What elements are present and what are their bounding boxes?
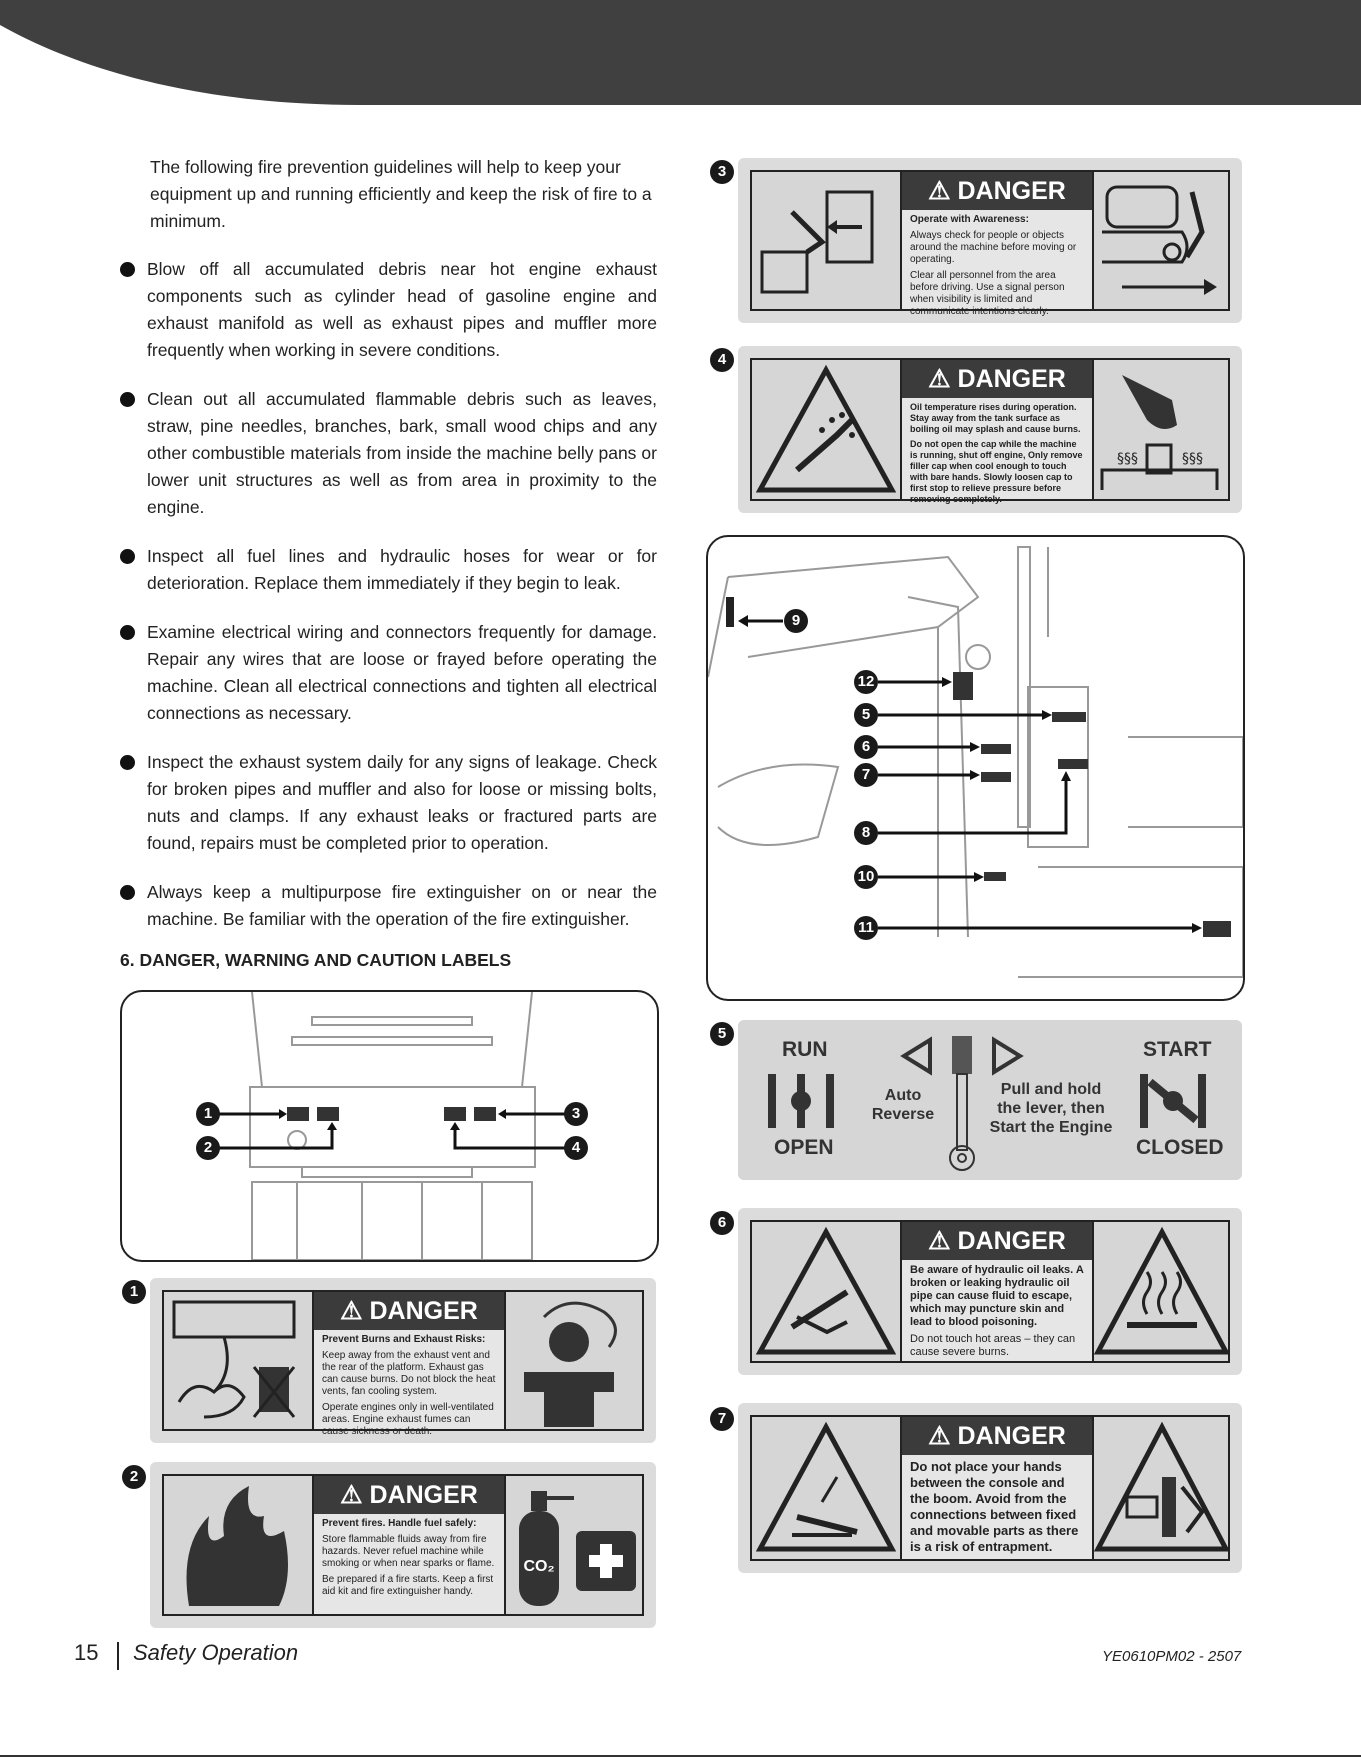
pull-hold-text: Pull and hold the lever, then Start the Engine	[989, 1081, 1113, 1136]
excavator-side-illustration	[708, 537, 1243, 999]
open-label: OPEN	[774, 1136, 834, 1159]
callout-5: 5	[854, 703, 878, 727]
toxic-fumes-icon	[504, 1292, 644, 1431]
callout-3: 3	[564, 1102, 588, 1126]
run-label: RUN	[782, 1038, 828, 1061]
footer-divider	[117, 1642, 119, 1670]
bullet-icon	[120, 392, 135, 407]
label-line: Be prepared if a fire starts. Keep a first aid kit and fire extinguisher handy.	[322, 1574, 494, 1597]
danger-label-2	[150, 1462, 656, 1628]
hydraulic-injection-icon	[752, 1222, 900, 1363]
label-line: Store flammable fluids away from fire hazards. Never refuel machine while smoking or when near sparks or flame.	[322, 1534, 495, 1569]
callout-8: 8	[854, 821, 878, 845]
label-number-7: 7	[710, 1407, 734, 1431]
danger-label-1	[150, 1278, 656, 1443]
callout-1: 1	[196, 1102, 220, 1126]
choke-closed-icon	[1138, 1070, 1208, 1132]
bullet-icon	[120, 755, 135, 770]
engine-start-label-5	[738, 1020, 1242, 1180]
callout-2: 2	[196, 1136, 220, 1160]
label-line: Always check for people or objects around the machine before moving or operating.	[910, 230, 1077, 265]
danger-label-3	[738, 158, 1242, 323]
bottom-rule	[0, 1755, 1361, 1757]
auto-text: Auto Reverse	[871, 1087, 935, 1123]
machine-rear-illustration	[122, 992, 657, 1260]
list-item: Clean out all accumulated flammable debris such as leaves, straw, pine needles, branches, bark, small wood chips and any other combustible materials from inside the machine belly pans or lower unit structures as well as from area in proximity to the engine.	[120, 386, 657, 521]
start-label: START	[1143, 1038, 1212, 1061]
danger-heading: ⚠ DANGER	[902, 172, 1092, 210]
list-item: Blow off all accumulated debris near hot engine exhaust components such as cylinder head of gasoline engine and exhaust manifold as well as exhaust pipes and muffler more frequently when working in severe conditions.	[120, 256, 657, 364]
label-number-5: 5	[710, 1022, 734, 1046]
danger-heading: ⚠ DANGER	[902, 1417, 1092, 1455]
fire-extinguisher-first-aid-icon	[504, 1476, 644, 1616]
closed-label: CLOSED	[1136, 1136, 1224, 1159]
danger-label-4	[738, 346, 1242, 513]
label-number-1: 1	[122, 1280, 146, 1304]
choke-open-icon	[766, 1070, 836, 1132]
page-number: 15	[74, 1640, 99, 1665]
bullet-icon	[120, 625, 135, 640]
label-line: Oil temperature rises during operation. Stay away from the tank surface as boiling oil may splash and cause burns.	[910, 402, 1081, 434]
danger-heading: ⚠ DANGER	[314, 1476, 504, 1514]
label-7-text	[900, 1417, 1094, 1559]
header-band	[0, 0, 1361, 120]
label-line: Be aware of hydraulic oil leaks. A broken or leaking hydraulic oil pipe can cause fluid to escape, which may puncture skin and lead to blood poisoning.	[910, 1264, 1084, 1328]
exhaust-burn-icon	[164, 1292, 312, 1431]
svg-text:§§§: §§§	[1117, 451, 1138, 467]
list-item: Inspect the exhaust system daily for any signs of leakage. Check for broken pipes and muffler and also for loose or missing bolts, nuts and clamps. If any exhaust leaks or fractured parts are found, repairs must be completed prior to operation.	[120, 749, 657, 857]
callout-6: 6	[854, 735, 878, 759]
label-3-text	[900, 172, 1094, 317]
hot-surface-icon	[1092, 1222, 1232, 1363]
callout-4: 4	[564, 1136, 588, 1160]
label-line: Operate engines only in well-ventilated areas. Engine exhaust fumes can cause sickness or death.	[322, 1402, 494, 1437]
label-line: Clear all personnel from the area before driving. Use a signal person when visibility is limited and communicate intentions clearly.	[910, 270, 1065, 317]
intro-paragraph: The following fire prevention guidelines will help to keep your equipment up and running efficiently and keep the risk of fire to a minimum.	[150, 157, 652, 231]
callout-10: 10	[854, 865, 878, 889]
label-line: Do not touch hot areas – they can cause severe burns.	[910, 1333, 1076, 1358]
label-4-text	[900, 360, 1094, 504]
label-line: Prevent fires. Handle fuel safely:	[322, 1518, 477, 1529]
callout-12: 12	[854, 670, 878, 694]
rear-label-diagram	[120, 990, 659, 1262]
side-label-diagram	[706, 535, 1245, 1001]
label-number-4: 4	[710, 348, 734, 372]
label-2-text	[312, 1476, 506, 1614]
bullet-icon	[120, 262, 135, 277]
label-6-text	[900, 1222, 1094, 1361]
svg-text:§§§: §§§	[1182, 451, 1203, 467]
section-title: 6. DANGER, WARNING AND CAUTION LABELS	[120, 950, 512, 970]
callout-9: 9	[784, 609, 808, 633]
label-line: Do not open the cap while the machine is running, shut off engine, Only remove filler cap when cool enough to touch with bare hands. Slowly loosen cap to first stop to relieve pressure before removing completely.	[910, 439, 1083, 504]
co2-text: CO₂	[523, 1558, 555, 1575]
fire-prevention-list	[120, 256, 657, 955]
bullet-icon	[120, 885, 135, 900]
label-number-6: 6	[710, 1211, 734, 1235]
danger-heading: ⚠ DANGER	[902, 360, 1092, 398]
label-line: Keep away from the exhaust vent and the rear of the platform. Exhaust gas can cause burns. Do not block the heat vents, fan cooling system.	[322, 1350, 496, 1397]
callout-11: 11	[854, 916, 878, 940]
label-line: Do not place your hands between the console and the boom. Avoid from the connections between fixed and movable parts as there is a risk of entrapment.	[910, 1459, 1079, 1554]
fire-icon	[164, 1476, 312, 1616]
label-number-2: 2	[122, 1465, 146, 1489]
hand-crush-icon	[1092, 1417, 1232, 1561]
list-item: Always keep a multipurpose fire extinguisher on or near the machine. Be familiar with the operation of the fire extinguisher.	[120, 879, 657, 933]
danger-heading: ⚠ DANGER	[902, 1222, 1092, 1260]
danger-heading: ⚠ DANGER	[314, 1292, 504, 1330]
danger-label-6	[738, 1208, 1242, 1375]
label-1-text	[312, 1292, 506, 1437]
callout-7: 7	[854, 763, 878, 787]
label-line: Operate with Awareness:	[910, 214, 1029, 225]
label-number-3: 3	[710, 160, 734, 184]
hot-oil-splash-icon	[752, 360, 900, 501]
list-item: Examine electrical wiring and connectors frequently for damage. Repair any wires that are loose or frayed before operating the machine. Clean all electrical connections and tighten all electrical connections as necessary.	[120, 619, 657, 727]
hot-cap-hand-icon	[1092, 360, 1232, 501]
document-code: YE0610PM02 - 2507	[1102, 1648, 1242, 1665]
entrapment-boom-icon	[752, 1417, 900, 1561]
label-line: Prevent Burns and Exhaust Risks:	[322, 1334, 486, 1345]
crush-hazard-icon	[752, 172, 900, 311]
footer-section-title: Safety Operation	[133, 1640, 299, 1665]
danger-label-7	[738, 1403, 1242, 1573]
bullet-icon	[120, 549, 135, 564]
list-item: Inspect all fuel lines and hydraulic hoses for wear or for deterioration. Replace them immediately if they begin to leak.	[120, 543, 657, 597]
moving-machine-icon	[1092, 172, 1232, 311]
